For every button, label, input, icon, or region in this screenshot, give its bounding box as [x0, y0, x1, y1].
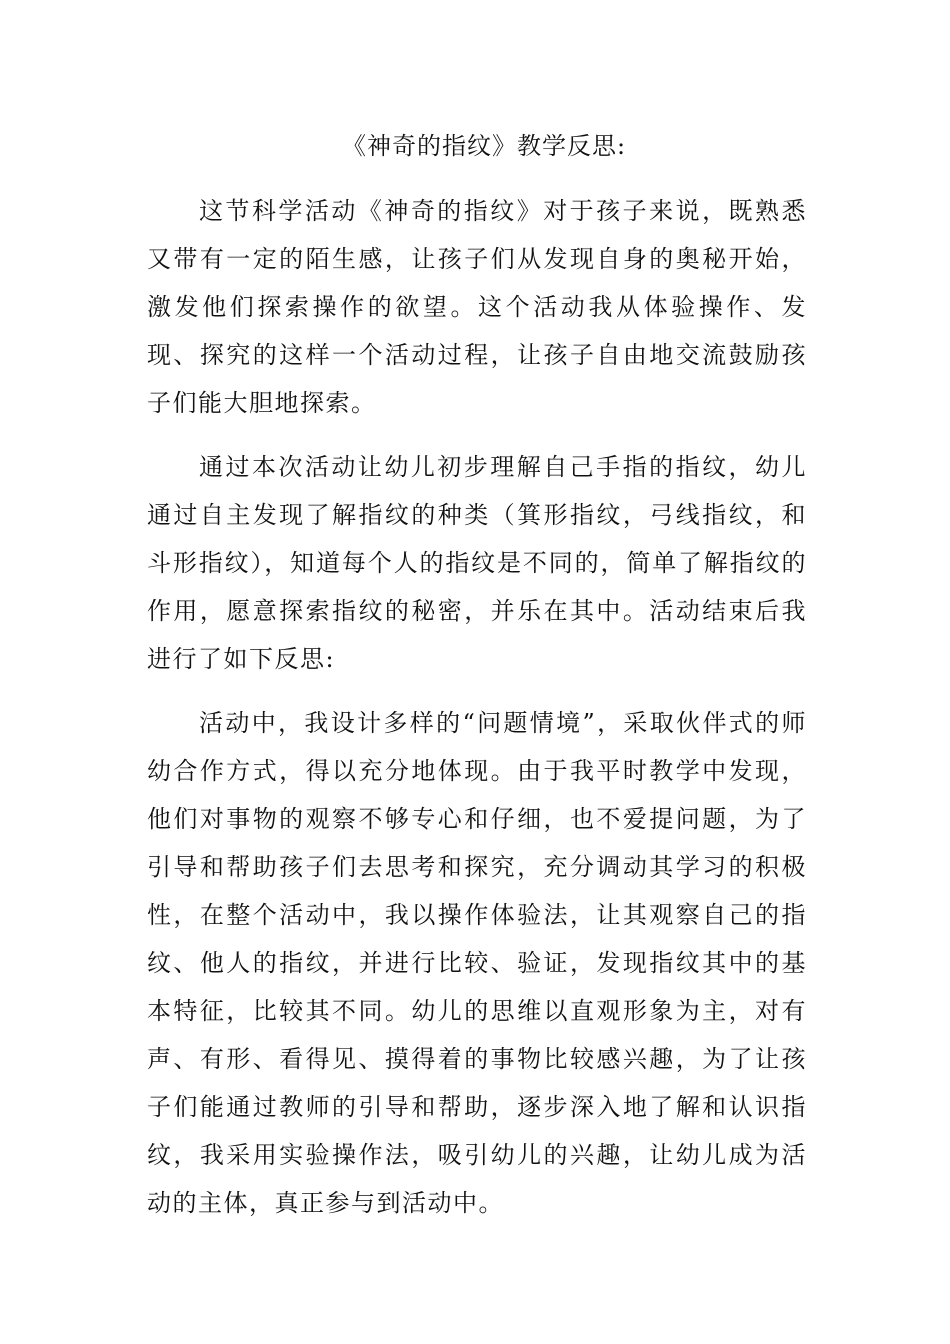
paragraph-reflection: 活动中，我设计多样的“问题情境”，采取伙伴式的师幼合作方式，得以充分地体现。由于我平时教学中发现，他们对事物的观察不够专心和仔细，也不爱提问题，为了引导和帮助孩子们去思考和探究，充分调动其学习的积极性，在整个活动中，我以操作体验法，让其观察自己的指纹、他人的指纹，并进行比较、验证，发现指纹其中的基本特征，比较其不同。幼儿的思维以直观形象为主，对有声、有形、看得见、摸得着的事物比较感兴趣，为了让孩子们能通过教师的引导和帮助，逐步深入地了解和认识指纹，我采用实验操作法，吸引幼儿的兴趣，让幼儿成为活动的主体，真正参与到活动中。	[147, 709, 807, 1217]
paragraph-intro: 这节科学活动《神奇的指纹》对于孩子来说，既熟悉又带有一定的陌生感，让孩子们从发现自身的奥秘开始，激发他们探索操作的欲望。这个活动我从体验操作、发现、探究的这样一个活动过程，让孩子自由地交流鼓励孩子们能大胆地探索。	[147, 197, 807, 417]
document-body	[147, 187, 807, 1243]
paragraph-goals: 通过本次活动让幼儿初步理解自己手指的指纹，幼儿通过自主发现了解指纹的种类（箕形指纹，弓线指纹，和斗形指纹），知道每个人的指纹是不同的，简单了解指纹的作用，愿意探索指纹的秘密，并乐在其中。活动结束后我进行了如下反思:	[147, 453, 807, 673]
document-title: 《神奇的指纹》教学反思:	[341, 132, 627, 160]
